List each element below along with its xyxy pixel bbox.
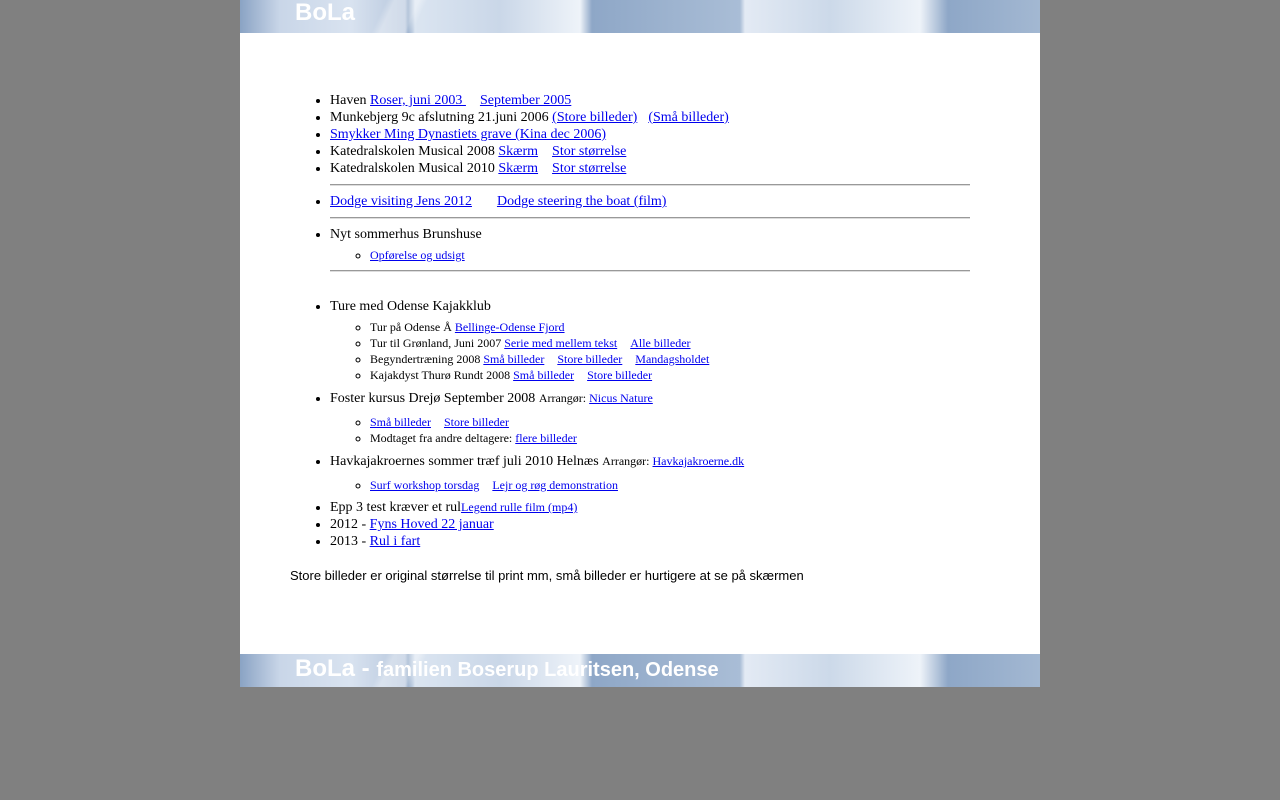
link-thuroe-smaa[interactable]: Små billeder: [513, 368, 575, 382]
link-dodge-visiting[interactable]: Dodge visiting Jens 2012: [330, 194, 472, 209]
link-opfoerelse[interactable]: Opførelse og udsigt: [370, 248, 465, 262]
list-item-musical-2010: • Katedralskolen Musical 2010 Skærm Stor størrelse: [330, 160, 970, 177]
link-musical-2010-skaerm[interactable]: Skærm: [498, 161, 539, 176]
list-item-haven: • Haven Roser, juni 2003 September 2005: [330, 92, 970, 109]
link-foster-store[interactable]: Store billeder: [443, 415, 509, 429]
link-flere-billeder[interactable]: flere billeder: [515, 431, 577, 445]
sublist-item: ◦ Tur til Grønland, Juni 2007 Serie med mellem tekst Alle billeder: [370, 335, 970, 351]
link-smaa-billeder[interactable]: (Små billeder): [648, 110, 729, 125]
link-fyns-hoved[interactable]: Fyns Hoved 22 januar: [369, 517, 494, 532]
list-item-2013: • 2013 - Rul i fart: [330, 533, 970, 550]
link-foster-smaa[interactable]: Små billeder: [370, 415, 431, 429]
sublist-item: ◦ Tur på Odense Å Bellinge-Odense Fjord: [370, 319, 970, 335]
link-begynder-smaa[interactable]: Små billeder: [483, 352, 545, 366]
link-musical-2010-stor[interactable]: Stor størrelse: [552, 161, 627, 176]
footer-subtitle: familien Boserup Lauritsen, Odense: [376, 659, 719, 681]
site-title: BoLa: [295, 0, 355, 26]
link-alle-billeder[interactable]: Alle billeder: [630, 336, 691, 350]
link-store-billeder[interactable]: (Store billeder): [552, 110, 638, 125]
link-september-2005[interactable]: September 2005: [479, 93, 572, 108]
divider-3: [330, 270, 970, 272]
link-dodge-steering[interactable]: Dodge steering the boat (film): [496, 194, 667, 209]
link-thuroe-store[interactable]: Store billeder: [587, 368, 653, 382]
link-musical-2008-stor[interactable]: Stor størrelse: [552, 144, 627, 159]
list-item-musical-2008: • Katedralskolen Musical 2008 Skærm Stor størrelse: [330, 143, 970, 160]
link-havkajakroerne[interactable]: Havkajakroerne.dk: [652, 454, 745, 468]
header-banner: [240, 0, 1040, 33]
sublist-item: [370, 477, 970, 493]
list-item-havkajak: • Havkajakroernes sommer træf juli 2010 Helnæs Arrangør: Havkajakroerne.dk ◦ Surf workshop torsdag Lejr og røg demonstration: [330, 453, 970, 493]
divider-1: [330, 184, 970, 186]
list-item-foster: • Foster kursus Drejø September 2008 Arrangør: Nicus Nature ◦ Små billeder Store billeder ◦ Modtaget fra andre deltagere: flere billeder: [330, 390, 970, 446]
footnote: Store billeder er original størrelse til print mm, små billeder er hurtigere at se på skærmen: [290, 568, 804, 583]
link-begynder-store[interactable]: Store billeder: [557, 352, 623, 366]
link-musical-2008-skaerm[interactable]: Skærm: [498, 144, 539, 159]
link-smykker[interactable]: Smykker Ming Dynastiets grave (Kina dec 2006): [330, 127, 607, 142]
link-nicus-nature[interactable]: Nicus Nature: [589, 391, 653, 405]
foster-sublist: [330, 414, 970, 446]
link-rul-i-fart[interactable]: Rul i fart: [369, 534, 421, 549]
link-serie-mellem-tekst[interactable]: Serie med mellem tekst: [504, 336, 618, 350]
footer-banner: [240, 654, 1040, 687]
sublist-item: ◦ Kajakdyst Thurø Rundt 2008 Små billeder Store billeder: [370, 367, 970, 383]
list-item-smykker: [330, 126, 970, 143]
kajak-sublist: [330, 319, 970, 383]
list-item-munkebjerg: • Munkebjerg 9c afslutning 21.juni 2006 (Store billeder) (Små billeder): [330, 109, 970, 126]
footer-title: BoLa - familien Boserup Lauritsen, Odense: [295, 655, 719, 682]
link-lejr-roeg[interactable]: Lejr og røg demonstration: [492, 478, 618, 492]
link-list-1: [290, 92, 970, 550]
main-content: [290, 92, 970, 550]
sublist-item: [370, 414, 970, 430]
list-item-kajakklub: • Ture med Odense Kajakklub ◦ Tur på Odense Å Bellinge-Odense Fjord ◦ Tur til Grønland, Juni 2007 Serie med mellem tekst Alle billeder ◦ Begyndertræning 2008 Små billeder Store billeder Mandagsholdet ◦ Kajakdyst Thurø Rundt 2008 Små billeder Store billeder: [330, 298, 970, 383]
link-roser-2003[interactable]: Roser, juni 2003: [370, 93, 466, 108]
sommerhus-sublist: [330, 247, 970, 263]
list-item-dodge: [330, 193, 970, 210]
link-legend-rulle[interactable]: Legend rulle film (mp4): [461, 500, 578, 514]
list-item-2012: • 2012 - Fyns Hoved 22 januar: [330, 516, 970, 533]
page-container: [240, 0, 1040, 687]
havkajak-sublist: [330, 477, 970, 493]
divider-2: [330, 217, 970, 219]
sublist-item: [370, 247, 970, 263]
link-bellinge-odense[interactable]: Bellinge-Odense Fjord: [454, 320, 565, 334]
link-mandagsholdet[interactable]: Mandagsholdet: [635, 352, 710, 366]
sublist-item: ◦ Modtaget fra andre deltagere: flere billeder: [370, 430, 970, 446]
sublist-item: ◦ Begyndertræning 2008 Små billeder Store billeder Mandagsholdet: [370, 351, 970, 367]
link-surf-workshop[interactable]: Surf workshop torsdag: [370, 478, 480, 492]
list-item-epp: • Epp 3 test kræver et rulLegend rulle film (mp4): [330, 499, 970, 516]
list-item-sommerhus: • Nyt sommerhus Brunshuse ◦ Opførelse og udsigt: [330, 226, 970, 263]
